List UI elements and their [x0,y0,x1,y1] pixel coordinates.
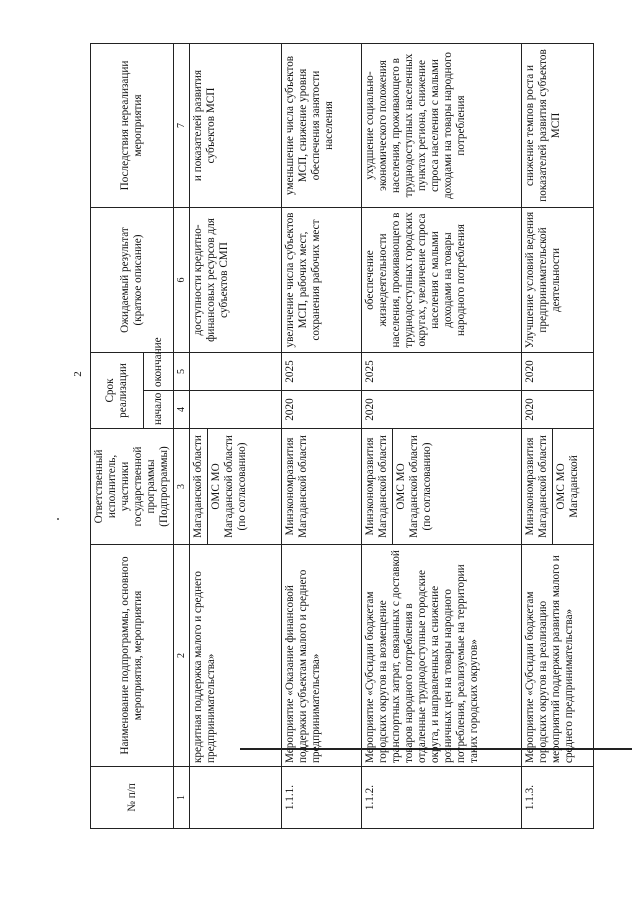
row-end: 2025 [282,353,362,391]
row-result: увеличение числа субъектов МСП, рабочих мест, сохранения рабочих мест [282,208,362,353]
column-number-row [174,44,190,829]
row-end: 2020 [522,353,594,391]
row-end: 2025 [362,353,522,391]
header-result: Ожидаемый результат (краткое описание) [91,208,174,353]
row-responsible [522,429,594,545]
row-responsible-secondary: ОМС МО Магаданской области (по согласованию) [392,429,436,544]
header-row [91,44,144,829]
row-responsible [190,429,282,545]
col-number: 7 [174,44,190,208]
header-name: Наименование подпрограммы, основного мероприятия, мероприятия [91,545,174,767]
header-num: № п/п [91,767,174,829]
scan-dot [57,518,59,520]
header-start: начало [143,391,174,429]
col-number: 6 [174,208,190,353]
col-number: 1 [174,767,190,829]
row-start [190,391,282,429]
row-name: Мероприятие «Субсидии бюджетам городских округов на возмещение транспортных затрат, связанных с доставкой товаров народного потребления в отдаленные труднодоступные городские округа, и направленных на снижение розничных цен на товары народного потребления, реализуемые на территории таких городских округов» [362,545,522,767]
row-responsible [362,429,522,545]
program-table [90,43,594,829]
row-start: 2020 [362,391,522,429]
row-name: кредитная поддержка малого и среднего предпринимательства» [190,545,282,767]
row-consequences: снижение темпов роста и показателей развития субъектов МСП [522,44,594,208]
table-row [522,44,594,829]
col-number: 3 [174,429,190,545]
row-result: обеспечение жизнедеятельности населения, проживающего в труднодоступных городских округах, увеличение спроса населения с малыми доходами на товары народного потребления [362,208,522,353]
row-consequences: и показателей развития субъектов МСП [190,44,282,208]
row-name: Мероприятие «Оказание финансовой поддержки субъектам малого и среднего предпринимательства» [282,545,362,767]
row-responsible-secondary: ОМС МО Магаданской [552,429,583,544]
table-row [362,44,522,829]
header-period: Срок реализации [91,353,144,429]
table-row [190,44,282,829]
row-consequences: ухудшение социально-экономического положения населения, проживающего в труднодоступных населенных пунктах региона, снижение спроса населения с малыми доходами на товары народного потребления [362,44,522,208]
row-name: Мероприятие «Субсидии бюджетам городских округов на реализацию мероприятий поддержки развития малого и среднего предпринимательства» [522,545,594,767]
col-number: 4 [174,391,190,429]
row-start: 2020 [282,391,362,429]
row-start: 2020 [522,391,594,429]
row-result: доступности кредитно-финансовых ресурсов для субъектов СМП [190,208,282,353]
rotated-table-wrapper [90,44,640,829]
row-responsible-primary: Минэкономразвития Магаданской области [524,435,549,538]
row-num [190,767,282,829]
row-responsible-secondary: ОМС МО Магаданской области (по согласованию) [207,429,251,544]
row-num: 1.1.2. [362,767,522,829]
row-end [190,353,282,391]
row-consequences: уменьшение числа субъектов МСП, снижение уровня обеспечения занятости населения [282,44,362,208]
row-responsible-primary: Магаданской области [192,435,204,538]
page-number: 2 [71,371,84,377]
row-responsible-primary: Минэкономразвития Магаданской области [364,435,389,538]
row-num: 1.1.3. [522,767,594,829]
header-responsible: Ответственный исполнитель, участники государственной программы (Подпрограммы) [91,429,174,545]
col-number: 5 [174,353,190,391]
header-end: окончание [143,353,174,391]
row-result: Улучшение условий ведения предпринимательской деятельности [522,208,594,353]
row-num: 1.1.1. [282,767,362,829]
row-responsible: Минэкономразвития Магаданской области [282,429,362,545]
table-row [282,44,362,829]
header-consequences: Последствия нереализации мероприятия [91,44,174,208]
col-number: 2 [174,545,190,767]
